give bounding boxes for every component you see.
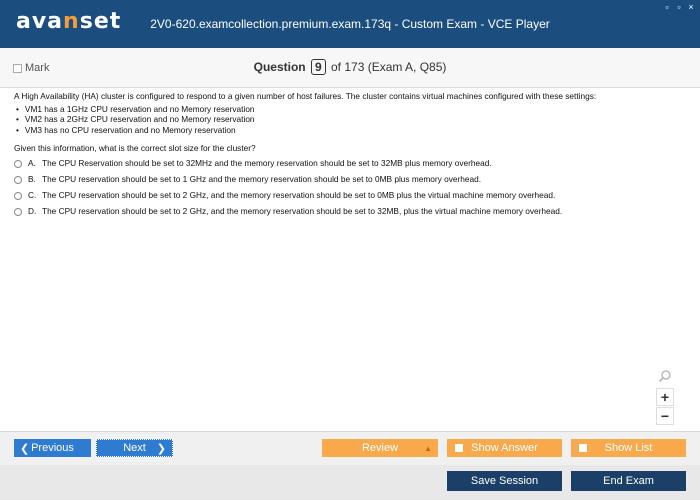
mark-label: Mark <box>25 62 50 74</box>
show-list-label: Show List <box>604 442 653 454</box>
option-a[interactable] <box>14 156 684 172</box>
window-title: 2V0-620.examcollection.premium.exam.173q - Custom Exam - VCE Player <box>150 17 550 31</box>
checkbox-icon <box>455 444 463 452</box>
list-item: • VM1 has a 1GHz CPU reservation and no Memory reservation <box>14 104 684 115</box>
show-list-button[interactable] <box>571 439 686 457</box>
option-b[interactable] <box>14 172 684 188</box>
next-button[interactable] <box>96 439 173 457</box>
minimize-icon[interactable]: ▫ <box>665 2 669 12</box>
question-total: of 173 (Exam A, Q85) <box>331 60 447 74</box>
vm-settings-list <box>14 104 684 136</box>
chevron-right-icon: ❯ <box>156 442 166 455</box>
chevron-left-icon: ❮ <box>20 442 30 455</box>
window-controls <box>662 2 696 12</box>
option-d[interactable] <box>14 204 684 220</box>
end-exam-button[interactable]: End Exam <box>571 471 686 491</box>
list-item: • VM2 has a 2GHz CPU reservation and no Memory reservation <box>14 114 684 125</box>
checkbox-icon <box>579 444 587 452</box>
option-letter: B. <box>28 174 36 185</box>
option-text: The CPU reservation should be set to 2 GHz, and the memory reservation should be set to 0MB plus the virtual machine memory overhead. <box>42 190 556 201</box>
radio-icon[interactable] <box>14 192 22 200</box>
radio-icon[interactable] <box>14 160 22 168</box>
zoom-in-button[interactable]: + <box>656 388 674 406</box>
question-label: Question <box>253 60 306 74</box>
question-content <box>14 91 684 220</box>
show-answer-button[interactable] <box>447 439 562 457</box>
option-c[interactable] <box>14 188 684 204</box>
review-label: Review <box>361 442 399 454</box>
answer-options <box>14 156 684 220</box>
question-number[interactable]: 9 <box>311 59 326 75</box>
triangle-up-icon: ▲ <box>424 443 432 453</box>
previous-label: Previous <box>31 442 74 454</box>
question-text: Given this information, what is the correct slot size for the cluster? <box>14 143 256 153</box>
option-letter: D. <box>28 206 37 217</box>
review-button[interactable] <box>322 439 438 457</box>
option-text: The CPU Reservation should be set to 32MHz and the memory reservation should be set to 32MB plus memory overhead. <box>42 158 492 169</box>
next-label: Next <box>123 442 146 454</box>
previous-button[interactable] <box>14 439 91 457</box>
save-session-button[interactable]: Save Session <box>447 471 562 491</box>
zoom-out-button[interactable]: − <box>656 407 674 425</box>
option-letter: A. <box>28 158 36 169</box>
close-icon[interactable]: × <box>688 2 694 12</box>
question-info <box>0 59 700 75</box>
show-answer-label: Show Answer <box>471 442 538 454</box>
question-header <box>0 48 700 88</box>
question-intro: A High Availability (HA) cluster is configured to respond to a given number of host failures. The cluster contains virtual machines configured with these settings: <box>14 91 597 101</box>
option-letter: C. <box>28 190 37 201</box>
option-text: The CPU reservation should be set to 1 GHz and the memory reservation should be set to 0MB plus memory overhead. <box>42 174 482 185</box>
avanset-logo: avanset <box>16 9 122 34</box>
radio-icon[interactable] <box>14 208 22 216</box>
magnifier-icon <box>658 369 672 383</box>
title-bar <box>0 0 700 48</box>
radio-icon[interactable] <box>14 176 22 184</box>
option-text: The CPU reservation should be set to 2 GHz, and the memory reservation should be set to 32MB, plus the virtual machine memory overhead. <box>42 206 563 217</box>
list-item: • VM3 has no CPU reservation and no Memory reservation <box>14 125 684 136</box>
restore-icon[interactable]: ▫ <box>677 2 681 12</box>
